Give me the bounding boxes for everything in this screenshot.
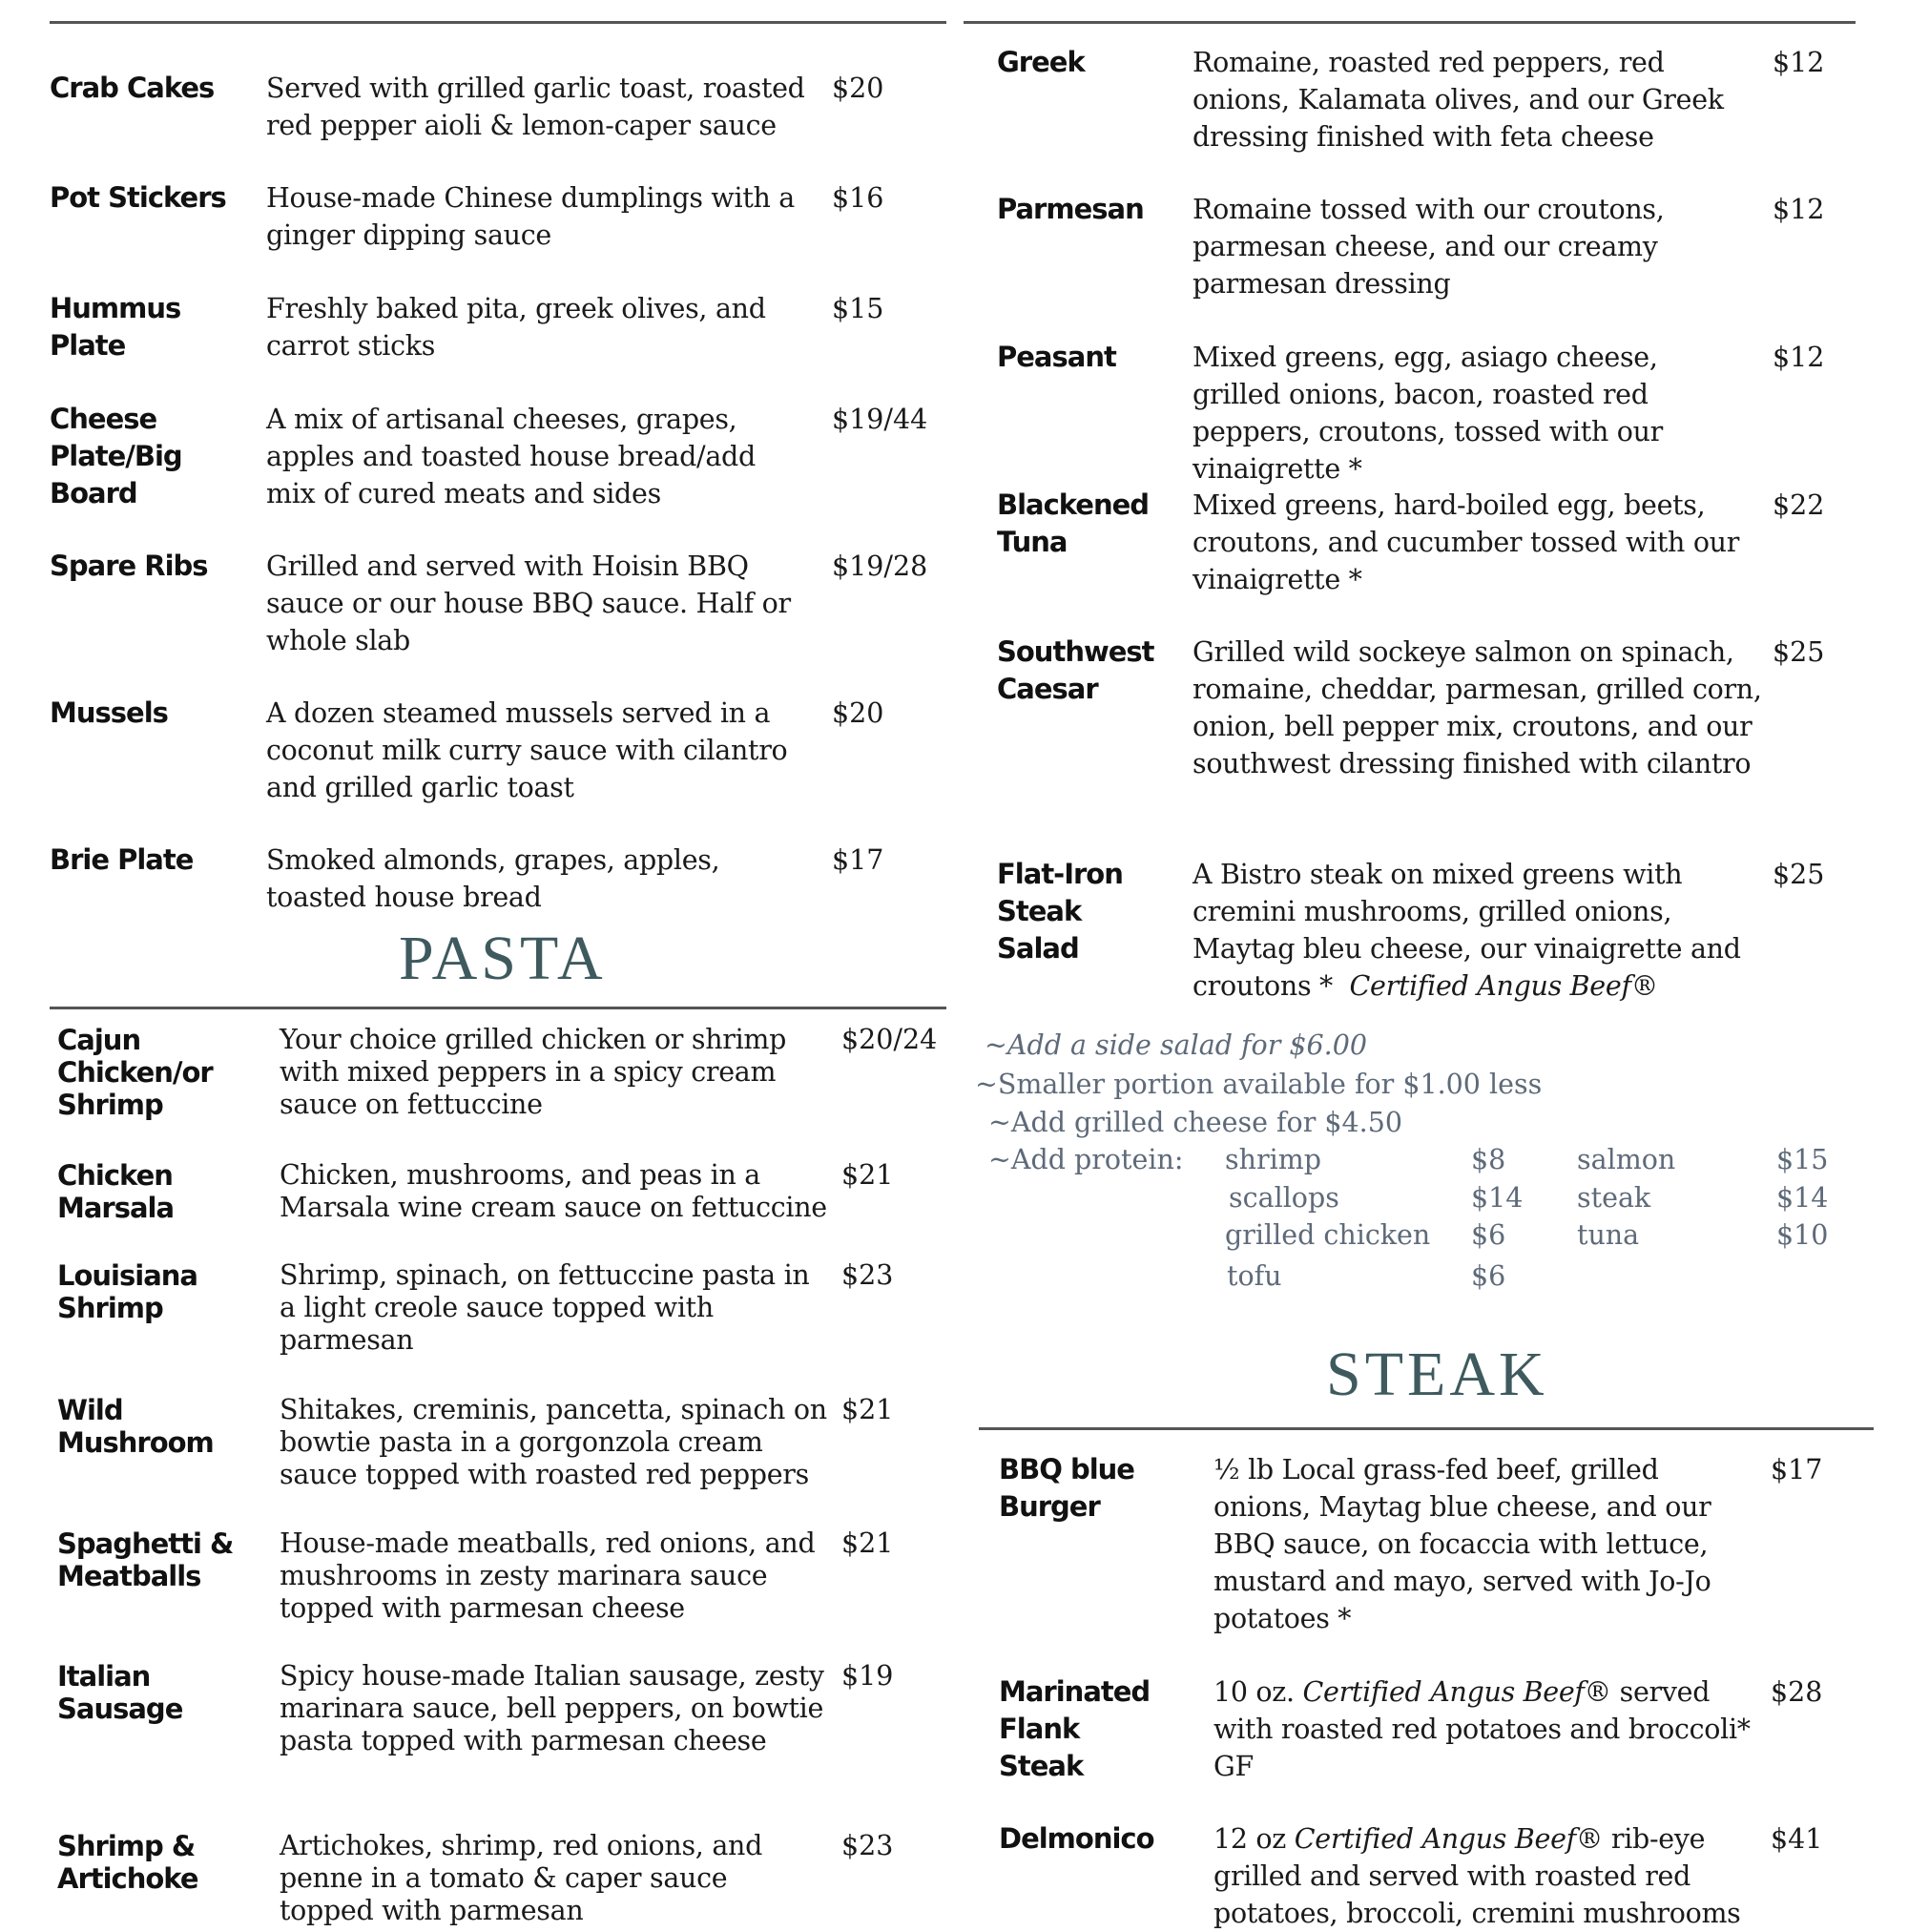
protein-price: $8: [1471, 1144, 1506, 1175]
item-name: Blackened Tuna: [997, 488, 1150, 558]
item-description: [1213, 1673, 1767, 1785]
item-description: Artichokes, shrimp, red onions, and penne in a tomato & caper sauce topped with parmesan: [280, 1830, 763, 1926]
item-description: House-made Chinese dumplings with a ginger dipping sauce: [266, 182, 795, 251]
item-price: $21: [841, 1527, 894, 1559]
item-name: Spare Ribs: [50, 550, 208, 582]
steak-rule: [979, 1427, 1874, 1430]
item-price: $12: [1773, 342, 1825, 373]
item-description: Romaine, roasted red peppers, red onions, Kalamata olives, and our Greek dressing finished with feta cheese: [1192, 47, 1724, 153]
item-price: $21: [841, 1159, 894, 1191]
item-description: Spicy house-made Italian sausage, zesty marinara sauce, bell peppers, on bowtie pasta topped with parmesan cheese: [280, 1660, 824, 1756]
steak-heading: STEAK: [1326, 1340, 1548, 1409]
item-name: Mussels: [50, 696, 168, 729]
item-price: $19/28: [832, 551, 928, 582]
item-name: Shrimp & Artichoke: [57, 1830, 198, 1895]
protein-price: $6: [1471, 1219, 1506, 1251]
item-description: Served with grilled garlic toast, roasted red pepper aioli & lemon-caper sauce: [266, 73, 805, 141]
item-description: A mix of artisanal cheeses, grapes, apples and toasted house bread/add mix of cured meats and sides: [266, 404, 756, 509]
brand-italic: Certified Angus Beef®: [1294, 1823, 1604, 1855]
item-description: Romaine tossed with our croutons, parmesan cheese, and our creamy parmesan dressing: [1192, 194, 1665, 300]
item-description: Chicken, mushrooms, and peas in a Marsala wine cream sauce on fettuccine: [280, 1159, 827, 1223]
item-price: $12: [1773, 194, 1825, 225]
item-price: $19/44: [832, 404, 928, 435]
protein-name: tuna: [1577, 1219, 1640, 1251]
salads-rule: [964, 21, 1856, 24]
item-name: Italian Sausage: [57, 1660, 183, 1725]
item-description-text: A Bistro steak on mixed greens with cremini mushrooms, grilled onions, Maytag bleu cheese, our vinaigrette and croutons *: [1192, 859, 1741, 1002]
brand-italic: Certified Angus Beef®: [1349, 970, 1658, 1002]
item-description: Mixed greens, hard-boiled egg, beets, croutons, and cucumber tossed with our vinaigrette *: [1192, 489, 1740, 595]
item-description: [1192, 856, 1746, 1005]
item-price: $20: [832, 697, 884, 729]
item-price: $16: [832, 182, 884, 214]
item-name: Pot Stickers: [50, 181, 226, 214]
item-price: $23: [841, 1259, 894, 1291]
item-name: Flat-Iron Steak Salad: [997, 858, 1123, 965]
item-name: Louisiana Shrimp: [57, 1259, 197, 1324]
protein-price: $14: [1776, 1182, 1829, 1214]
item-name: Crab Cakes: [50, 72, 215, 104]
protein-name: scallops: [1229, 1182, 1339, 1214]
item-price: $41: [1771, 1823, 1823, 1855]
item-name: Delmonico: [999, 1822, 1154, 1855]
item-price: $20/24: [841, 1024, 938, 1055]
item-price: $25: [1773, 859, 1825, 890]
item-price: $28: [1771, 1676, 1823, 1708]
item-description: Shrimp, spinach, on fettuccine pasta in a light creole sauce topped with parmesan: [280, 1259, 810, 1356]
item-description: Grilled and served with Hoisin BBQ sauce or our house BBQ sauce. Half or whole slab: [266, 551, 791, 656]
item-name: BBQ blue Burger: [999, 1453, 1134, 1523]
item-name: Southwest Caesar: [997, 635, 1154, 705]
protein-name: steak: [1577, 1182, 1651, 1214]
desc-pre: 12 oz: [1213, 1823, 1286, 1855]
protein-name: shrimp: [1225, 1144, 1321, 1175]
item-name: Chicken Marsala: [57, 1159, 175, 1224]
item-price: $20: [832, 73, 884, 104]
protein-price: $15: [1776, 1144, 1829, 1175]
item-price: $19: [841, 1660, 894, 1692]
note-protein-label: ~Add protein:: [988, 1144, 1184, 1175]
item-name: Peasant: [997, 341, 1116, 373]
item-price: $15: [832, 293, 884, 324]
note-side-salad: ~Add a side salad for $6.00: [985, 1029, 1367, 1061]
item-description: ½ lb Local grass-fed beef, grilled onions, Maytag blue cheese, and our BBQ sauce, on focaccia with lettuce, mustard and mayo, served with Jo-Jo potatoes *: [1213, 1454, 1711, 1634]
item-name: Cheese Plate/Big Board: [50, 403, 182, 509]
protein-price: $10: [1776, 1219, 1829, 1251]
item-description-text: served with roasted red potatoes and broccoli* GF: [1213, 1676, 1751, 1782]
pasta-heading: PASTA: [399, 924, 607, 993]
item-price: $21: [841, 1394, 894, 1425]
item-description: Your choice grilled chicken or shrimp with mixed peppers in a spicy cream sauce on fettuccine: [280, 1024, 787, 1120]
item-price: $23: [841, 1830, 894, 1861]
item-description: Mixed greens, egg, asiago cheese, grilled onions, bacon, roasted red peppers, croutons, tossed with our vinaigrette *: [1192, 342, 1663, 485]
pasta-rule: [50, 1007, 946, 1009]
item-description: House-made meatballs, red onions, and mushrooms in zesty marinara sauce topped with parmesan cheese: [280, 1527, 816, 1624]
protein-name: tofu: [1227, 1260, 1282, 1292]
item-price: $17: [1771, 1454, 1823, 1485]
protein-price: $14: [1471, 1182, 1524, 1214]
note-grilled-cheese: ~Add grilled cheese for $4.50: [988, 1107, 1402, 1138]
item-name: Greek: [997, 46, 1085, 78]
item-description: [1213, 1820, 1767, 1932]
item-price: $12: [1773, 47, 1825, 78]
item-name: Wild Mushroom: [57, 1394, 214, 1459]
item-description: Shitakes, creminis, pancetta, spinach on bowtie pasta in a gorgonzola cream sauce topped with roasted red peppers: [280, 1394, 827, 1490]
protein-name: grilled chicken: [1225, 1219, 1431, 1251]
item-description: Freshly baked pita, greek olives, and carrot sticks: [266, 293, 766, 362]
item-description-text: rib-eye grilled and served with roasted red potatoes, broccoli, cremini mushrooms: [1213, 1823, 1741, 1929]
item-name: Marinated Flank Steak: [999, 1675, 1151, 1782]
protein-price: $6: [1471, 1260, 1506, 1292]
item-name: Brie Plate: [50, 843, 194, 876]
appetizers-rule: [50, 21, 946, 24]
item-name: Cajun Chicken/or Shrimp: [57, 1024, 213, 1121]
item-description: Smoked almonds, grapes, apples, toasted house bread: [266, 844, 720, 913]
item-price: $22: [1773, 489, 1825, 521]
item-name: Parmesan: [997, 193, 1144, 225]
item-description: A dozen steamed mussels served in a coconut milk curry sauce with cilantro and grilled garlic toast: [266, 697, 788, 803]
item-description: Grilled wild sockeye salmon on spinach, romaine, cheddar, parmesan, grilled corn, onion, bell pepper mix, croutons, and our southwest dressing finished with cilantro: [1192, 636, 1762, 779]
desc-pre: 10 oz.: [1213, 1676, 1295, 1708]
item-price: $25: [1773, 636, 1825, 668]
protein-name: salmon: [1577, 1144, 1676, 1175]
note-smaller-portion: ~Smaller portion available for $1.00 less: [975, 1069, 1543, 1100]
item-name: Spaghetti & Meatballs: [57, 1527, 234, 1592]
brand-italic: Certified Angus Beef®: [1302, 1676, 1611, 1708]
item-name: Hummus Plate: [50, 292, 181, 362]
item-price: $17: [832, 844, 884, 876]
